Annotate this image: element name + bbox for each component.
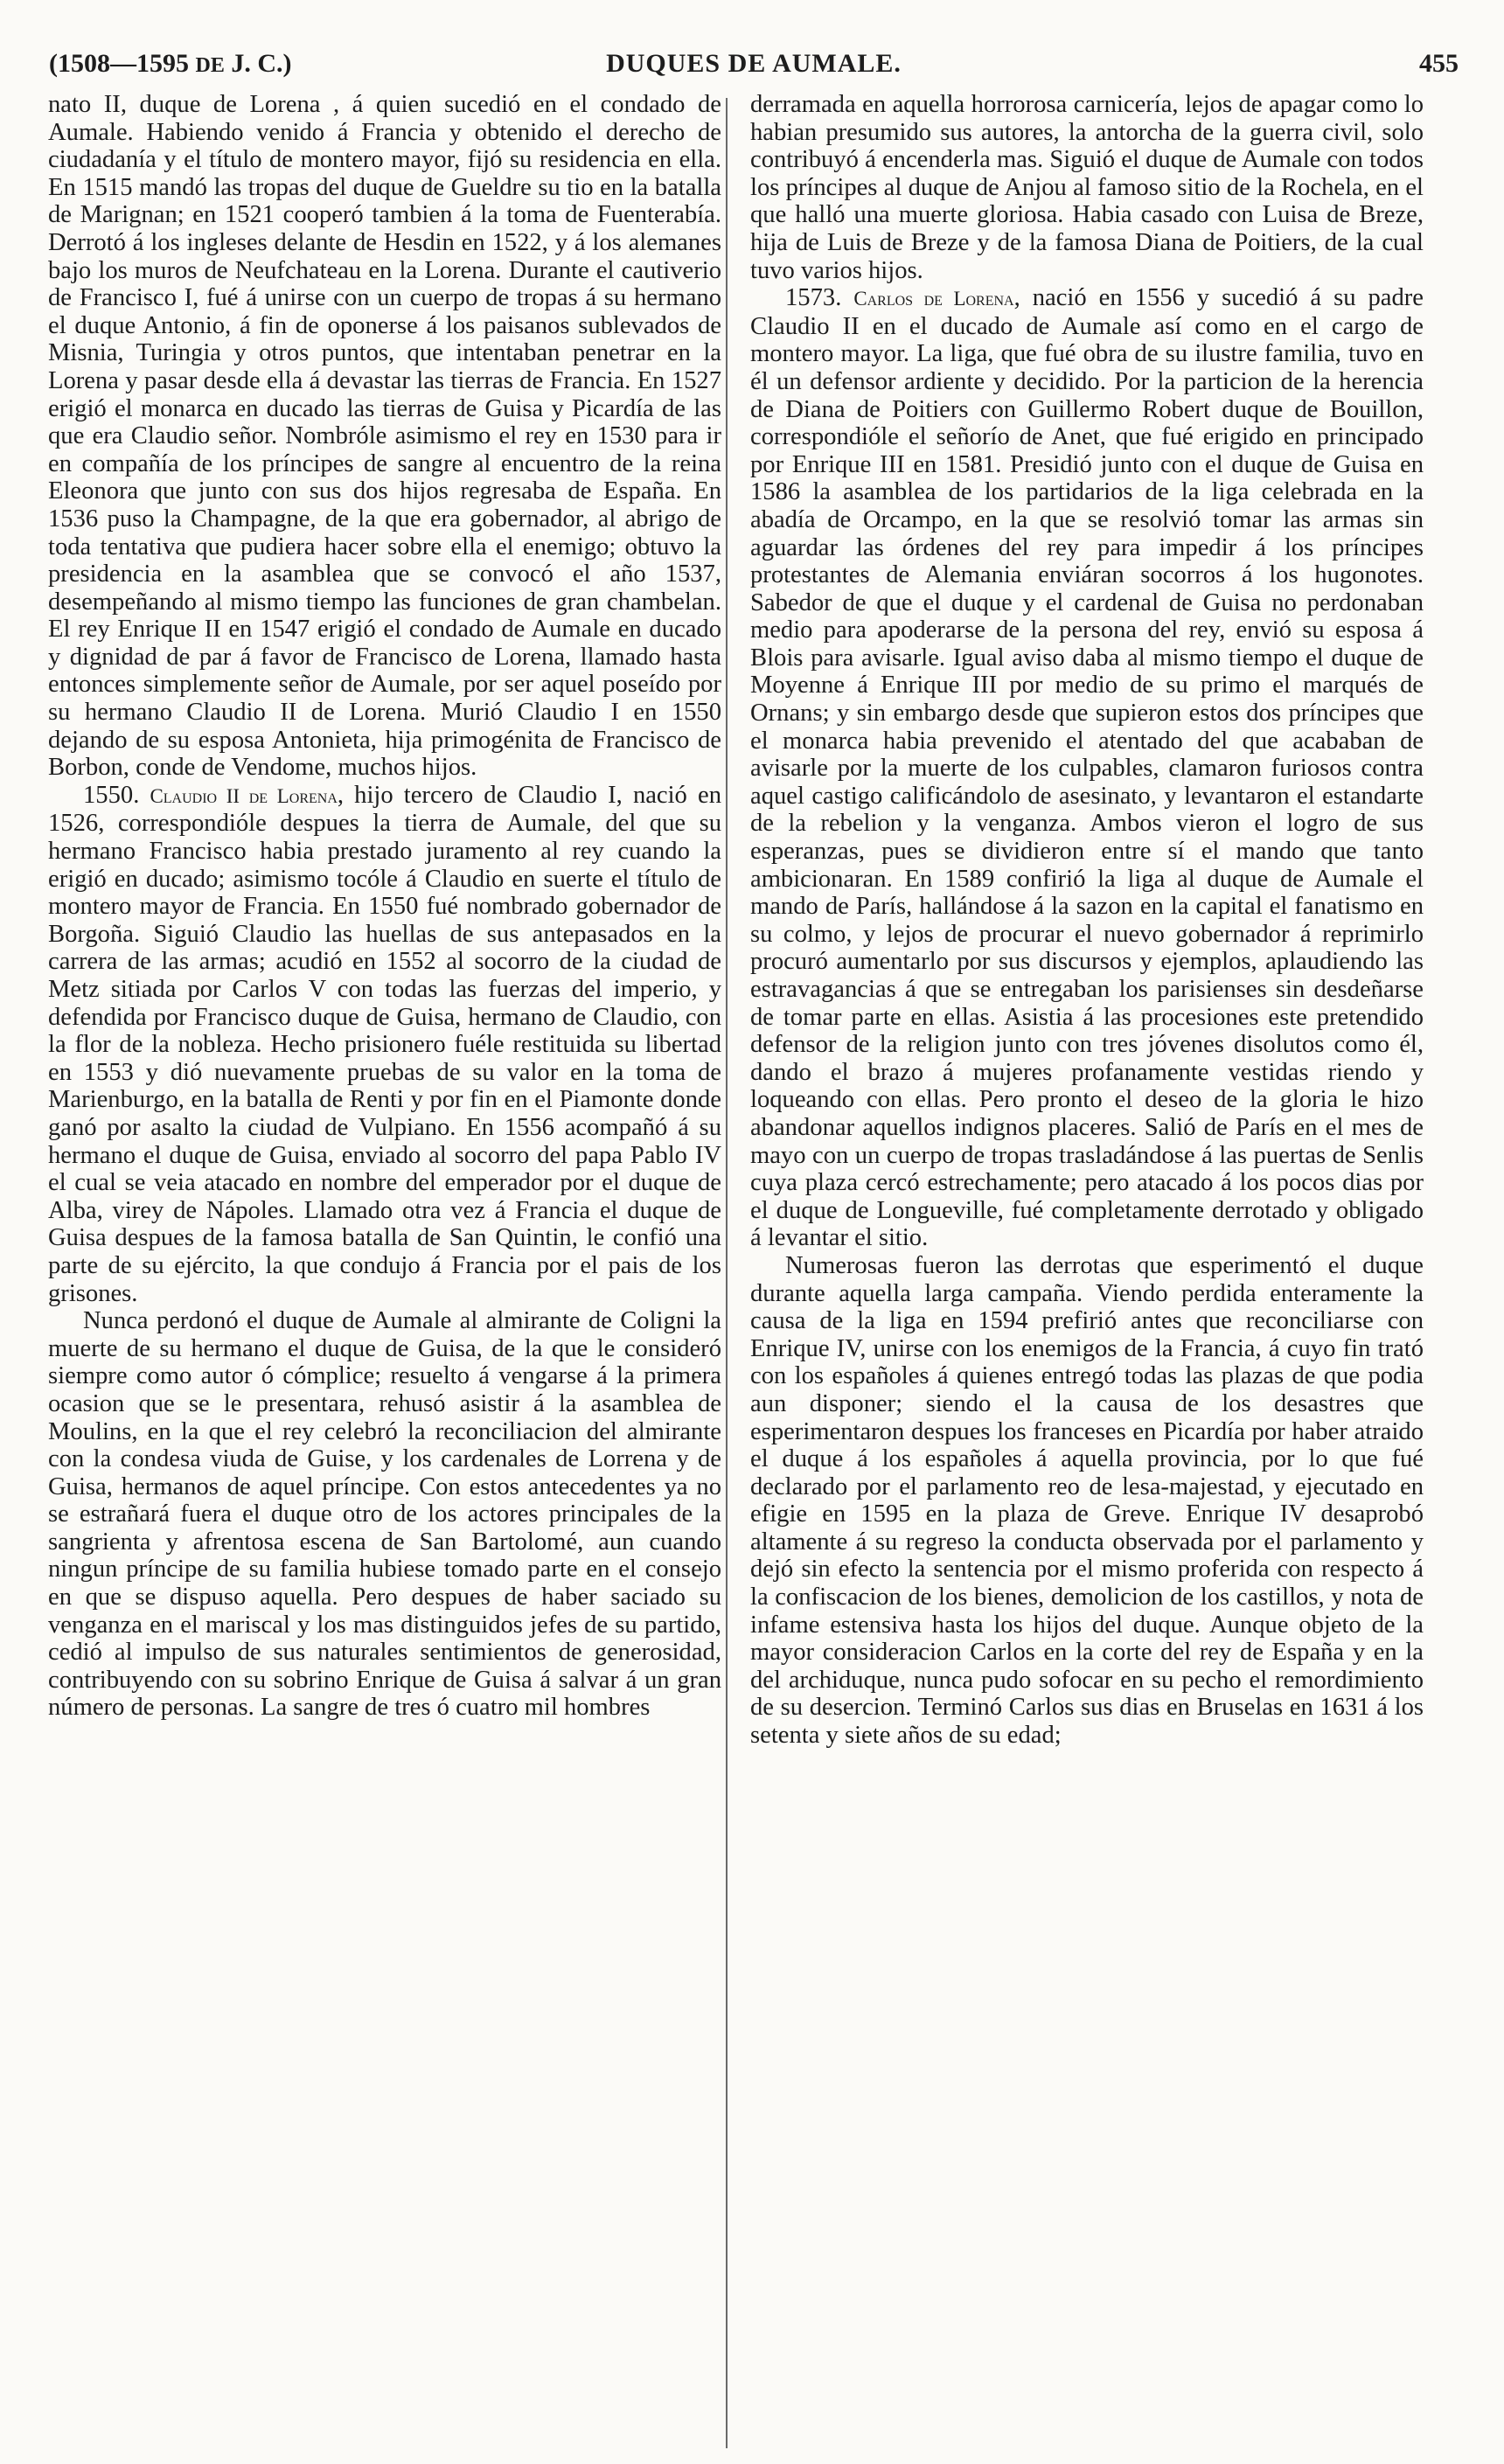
left-column bbox=[48, 91, 721, 2452]
paragraph: Numerosas fueron las derrotas que esperimentó el duque durante aquella larga campaña. Viendo perdida enteramente la causa de la liga en 1594 prefirió antes que reconciliarse con Enrique IV, unirse con los enemigos de la Francia, á cuyo fin trató con los españoles á quienes entregó todas las plazas de que podia aun disponer; siendo el la causa de los desastres que esperimentaron despues los franceses en Picardía por haber atraido el duque á los españoles á aquella provincia, por lo que fué declarado por el parlamento reo de lesa-majestad, y ejecutado en efigie en 1595 en la plaza de Greve. Enrique IV desaprobó altamente á su regreso la conducta observada por el parlamento y dejó sin efecto la sentencia por el mismo proferida con respecto á la confiscacion de los bienes, demolicion de los castillos, y nota de infame estensiva hasta los hijos del duque. Aunque objeto de la mayor consideracion Carlos en la corte del rey de España y en la del archiduque, nunca pudo sofocar en su pecho el remordimiento de su desercion. Terminó Carlos sus dias en Bruselas en 1631 á los setenta y siete años de su edad; bbox=[750, 1251, 1424, 1750]
paragraph: derramada en aquella horrorosa carnicería, lejos de apagar como lo habian presumido sus autores, la antorcha de la guerra civil, solo contribuyó á encenderla mas. Siguió el duque de Aumale con todos los príncipes al duque de Anjou al famoso sitio de la Rochela, en el que halló una muerte gloriosa. Habia casado con Luisa de Breze, hija de Luis de Breze y de la famosa Diana de Poitiers, de la cual tuvo varios hijos. bbox=[750, 91, 1424, 284]
right-column bbox=[750, 91, 1424, 2452]
header-date-range: (1508—1595 DE J. C.) bbox=[49, 49, 292, 78]
column-divider bbox=[726, 98, 728, 2448]
running-header bbox=[49, 49, 1459, 80]
paragraph: Nunca perdonó el duque de Aumale al almirante de Coligni la muerte de su hermano el duque de Guisa, de la que le consideró siempre como autor ó cómplice; resuelto á vengarse á la primera ocasion que se le presentara, rehusó asistir á la asamblea de Moulins, en la que el rey celebró la reconciliacion del almirante con la condesa viuda de Guise, y los cardenales de Lorrena y de Guisa, hermanos de aquel príncipe. Con estos antecedentes ya no se estrañará fuera el duque otro de los actores principales de la sangrienta y afrentosa escena de San Bartolomé, aun cuando ningun príncipe de su familia hubiese tomado parte en el consejo en que se dispuso aquella. Pero despues de haber saciado su venganza en el mariscal y los mas distinguidos jefes de su partido, cedió al impulso de sus naturales sentimientos de generosidad, contribuyendo con su sobrino Enrique de Guisa á salvar á un gran número de personas. La sangre de tres ó cuatro mil hombres bbox=[48, 1307, 721, 1722]
header-title: DUQUES DE AUMALE. bbox=[606, 49, 902, 78]
paragraph: 1550. Claudio II de Lorena, hijo tercero de Claudio I, nació en 1526, correspondióle despues la tierra de Aumale, del que su hermano Francisco habia prestado juramento al rey cuando la erigió en ducado; asimismo tocóle á Claudio en suerte el título de montero mayor de Francia. En 1550 fué nombrado gobernador de Borgoña. Siguió Claudio las huellas de sus antepasados en la carrera de las armas; acudió en 1552 al socorro de la ciudad de Metz sitiada por Carlos V con todas las fuerzas del imperio, y defendida por Francisco duque de Guisa, hermano de Claudio, con la flor de la nobleza. Hecho prisionero fuéle restituida su libertad en 1553 y dió nuevamente pruebas de su valor en la toma de Marienburgo, en la batalla de Renti y por fin en el Piamonte donde ganó por asalto la ciudad de Vulpiano. En 1556 acompañó á su hermano el duque de Guisa, enviado al socorro del papa Pablo IV el cual se veia atacado en nombre del emperador por el duque de Alba, virey de Nápoles. Llamado otra vez á Francia el duque de Guisa despues de la famosa batalla de San Quintin, le confió una parte de su ejército, la que condujo á Francia por el pais de los grisones. bbox=[48, 781, 721, 1307]
paragraph: 1573. Carlos de Lorena, nació en 1556 y sucedió á su padre Claudio II en el ducado de Aumale así como en el cargo de montero mayor. La liga, que fué obra de su ilustre familia, tuvo en él un defensor ardiente y decidido. Por la particion de la herencia de Diana de Poitiers con Guillermo Robert duque de Bouillon, correspondióle el señorío de Anet, que fué erigido en principado por Enrique III en 1581. Presidió junto con el duque de Guisa en 1586 la asamblea de los partidarios de la liga celebrada en la abadía de Orcampo, en la que se resolvió tomar las armas sin aguardar las órdenes del rey para impedir á los príncipes protestantes de Alemania enviáran socorros á los hugonotes. Sabedor de que el duque y el cardenal de Guisa no perdonaban medio para apoderarse de la persona del rey, envió su esposa á Blois para avisarle. Igual aviso daba al mismo tiempo el duque de Moyenne á Enrique III por medio de su primo el marqués de Ornans; y sin embargo desde que supieron estos dos príncipes que el monarca habia prevenido el atentado del que acababan de avisarle por la muerte de los culpables, clamaron furiosos contra aquel castigo calificándolo de asesinato, y levantaron el estandarte de la rebelion y la venganza. Ambos vieron el logro de sus esperanzas, pues se dividieron entre sí el mando que tanto ambicionaran. En 1589 confirió la liga al duque de Aumale el mando de París, hallándose á la sazon en la capital el fanatismo en su colmo, y lejos de procurar el nuevo gobernador á reprimirlo procuró aumentarlo por sus discursos y ejemplos, aplaudiendo las estravagancias á que se entregaban los parisienses sin desdeñarse de tomar parte en ellas. Asistia á las procesiones este pretendido defensor de la religion junto con tres jóvenes disolutos como él, dando el brazo á mujeres profanamente vestidas riendo y loqueando con ellas. Pero pronto el deseo de la gloria le hizo abandonar aquellos indignos placeres. Salió de París en el mes de mayo con un cuerpo de tropas trasladándose á las puertas de Senlis cuya plaza cercó estrechamente; pero atacado á los pocos dias por el duque de Longueville, fué completamente derrotado y obligado á levantar el sitio. bbox=[750, 284, 1424, 1252]
page-number: 455 bbox=[1419, 49, 1459, 78]
paragraph: nato II, duque de Lorena , á quien sucedió en el condado de Aumale. Habiendo venido á Francia y obtenido el derecho de ciudadanía y el título de montero mayor, fijó su residencia en ella. En 1515 mandó las tropas del duque de Gueldre su tio en la batalla de Marignan; en 1521 cooperó tambien á la toma de Fuenterabía. Derrotó á los ingleses delante de Hesdin en 1522, y á los alemanes bajo los muros de Neufchateau en la Lorena. Durante el cautiverio de Francisco I, fué á unirse con un cuerpo de tropas á su hermano el duque Antonio, á fin de oponerse á los paisanos sublevados de Misnia, Turingia y otros puntos, que intentaban penetrar en la Lorena y pasar desde ella á devastar las tierras de Francia. En 1527 erigió el monarca en ducado las tierras de Guisa y Picardía de las que era Claudio señor. Nombróle asimismo el rey en 1530 para ir en compañía de los príncipes de sangre al encuentro de la reina Eleonora que junto con sus dos hijos regresaba de España. En 1536 puso la Champagne, de la que era gobernador, al abrigo de toda tentativa que pudiera hacer sobre ella el enemigo; obtuvo la presidencia en la asamblea que se convocó el año 1537, desempeñando al mismo tiempo las funciones de gran chambelan. El rey Enrique II en 1547 erigió el condado de Aumale en ducado y dignidad de par á favor de Francisco de Lorena, llamado hasta entonces simplemente señor de Aumale, por ser aquel poseído por su hermano Claudio II de Lorena. Murió Claudio I en 1550 dejando de su esposa Antonieta, hija primogénita de Francisco de Borbon, conde de Vendome, muchos hijos. bbox=[48, 91, 721, 782]
person-name: Carlos de Lorena bbox=[853, 288, 1014, 310]
person-name: Claudio II de Lorena bbox=[150, 784, 338, 807]
